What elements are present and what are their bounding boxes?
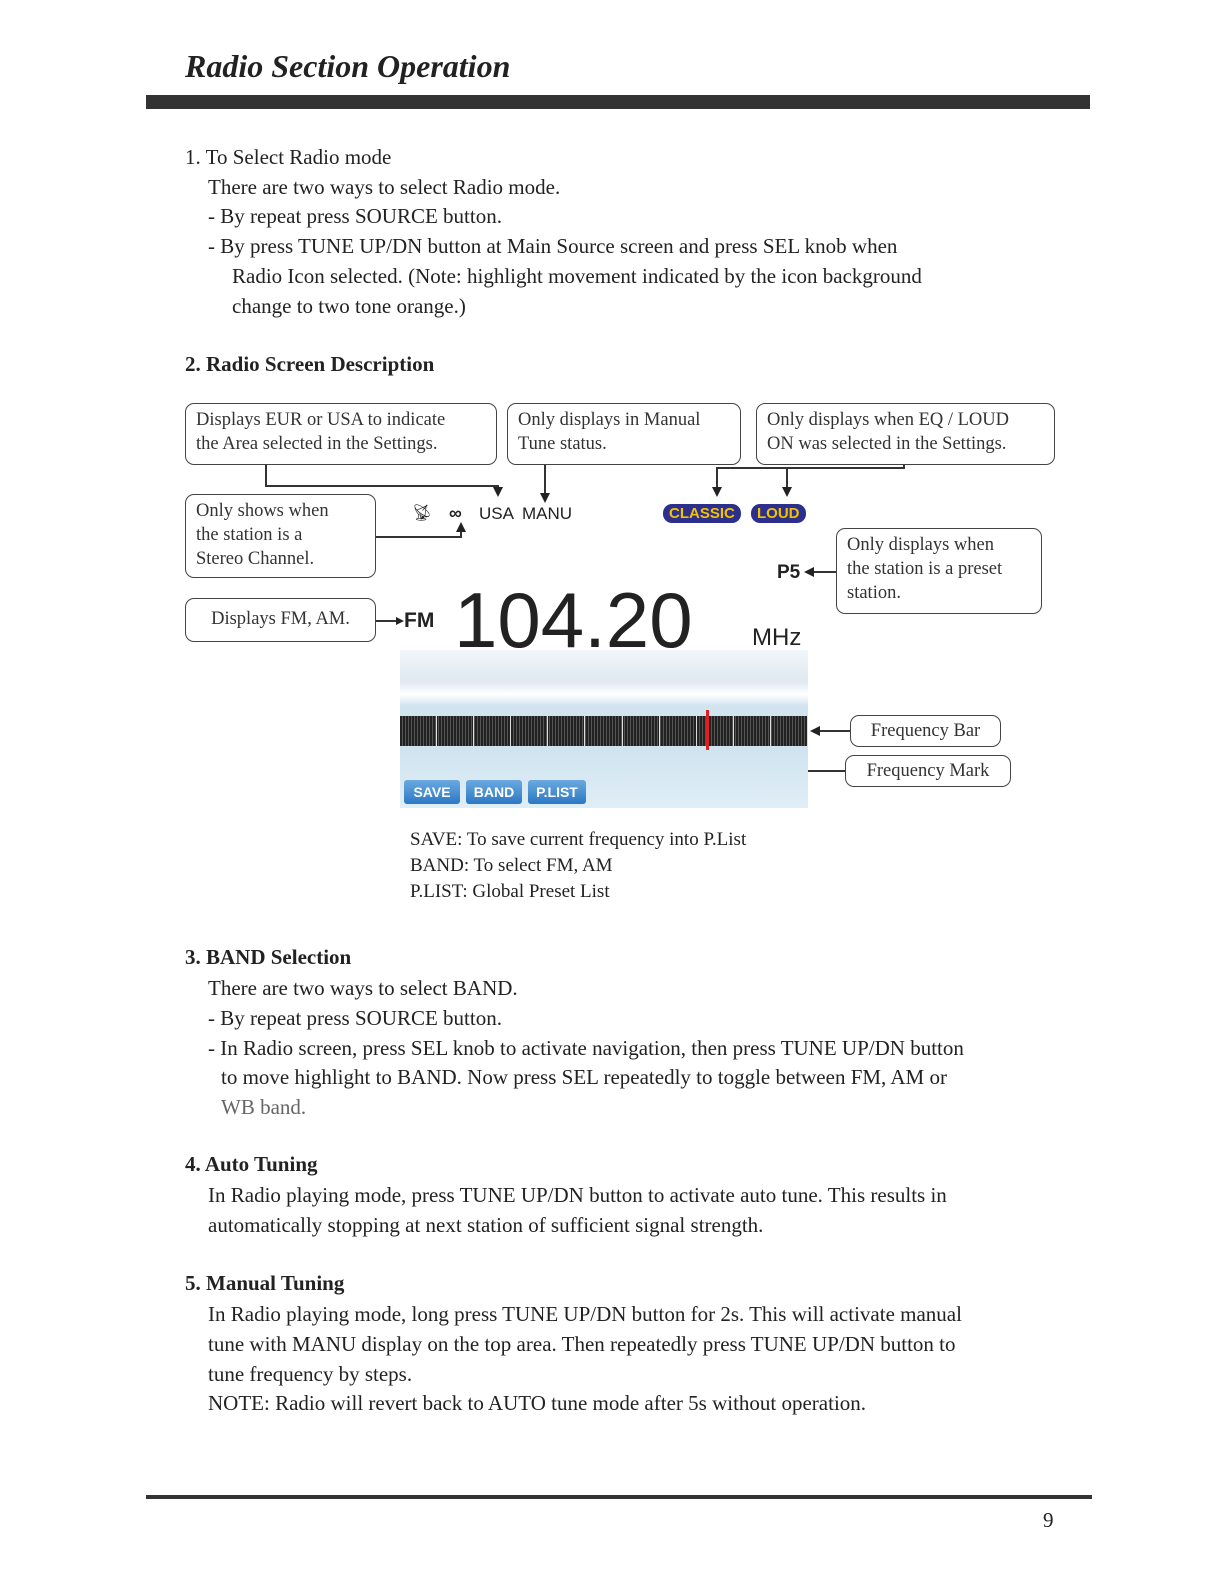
callout-text: Only displays in Manual xyxy=(518,410,701,430)
callout-eq xyxy=(756,403,1055,465)
callout-area xyxy=(185,403,497,465)
section3-line: - In Radio screen, press SEL knob to activate navigation, then press TUNE UP/DN button xyxy=(208,1036,964,1060)
section1-heading: 1. To Select Radio mode xyxy=(185,145,392,169)
section5-line: tune with MANU display on the top area. Then repeatedly press TUNE UP/DN button to xyxy=(208,1332,956,1356)
unit-label: MHz xyxy=(752,624,802,651)
section4-line: In Radio playing mode, press TUNE UP/DN button to activate auto tune. This results in xyxy=(208,1183,947,1207)
connector xyxy=(786,467,788,487)
header-rule xyxy=(146,95,1090,109)
page-number: 9 xyxy=(1043,1508,1054,1532)
section2-heading: 2. Radio Screen Description xyxy=(185,352,435,376)
callout-text: the station is a preset xyxy=(847,559,1003,579)
section4-heading: 4. Auto Tuning xyxy=(185,1152,318,1176)
callout-text: Only displays when EQ / LOUD xyxy=(767,410,1010,430)
band-indicator: FM xyxy=(404,609,435,632)
section1-line: - By press TUNE UP/DN button at Main Source screen and press SEL knob when xyxy=(208,234,898,258)
callout-text: Frequency Mark xyxy=(866,761,990,781)
stereo-icon: ∞ xyxy=(449,503,462,523)
loud-badge: LOUD xyxy=(751,504,806,523)
callout-stereo xyxy=(185,494,376,578)
connector xyxy=(376,620,396,622)
button-description: P.LIST: Global Preset List xyxy=(410,881,610,902)
callout-manual xyxy=(507,403,741,465)
section4-line: automatically stopping at next station of sufficient signal strength. xyxy=(208,1213,764,1237)
button-description: SAVE: To save current frequency into P.List xyxy=(410,829,747,850)
connector xyxy=(716,467,905,469)
arrow-down-icon xyxy=(712,487,722,497)
section1-line: change to two tone orange.) xyxy=(232,294,466,318)
footer-rule xyxy=(146,1495,1092,1499)
eq-badge: CLASSIC xyxy=(663,504,741,523)
callout-text: the station is a xyxy=(196,525,303,545)
band-button[interactable]: BAND xyxy=(466,780,522,804)
button-description: BAND: To select FM, AM xyxy=(410,855,613,876)
arrow-left-icon xyxy=(810,726,820,736)
antenna-icon: 📡︎ xyxy=(412,505,433,522)
section3-line: - By repeat press SOURCE button. xyxy=(208,1006,502,1030)
callout-text: Tune status. xyxy=(518,434,607,454)
section5-line: NOTE: Radio will revert back to AUTO tune mode after 5s without operation. xyxy=(208,1391,867,1415)
arrow-down-icon xyxy=(540,493,550,503)
section3-heading: 3. BAND Selection xyxy=(185,945,352,969)
callout-text: Only displays when xyxy=(847,535,994,555)
callout-text: Frequency Bar xyxy=(870,721,981,741)
arrow-right-icon xyxy=(396,617,404,625)
callout-text: Displays EUR or USA to indicate xyxy=(196,410,446,430)
save-button[interactable]: SAVE xyxy=(404,780,460,804)
connector xyxy=(812,571,836,573)
section5-heading: 5. Manual Tuning xyxy=(185,1271,345,1295)
connector xyxy=(376,536,462,538)
connector xyxy=(818,730,850,732)
section3-line: WB band. xyxy=(221,1095,307,1119)
section3-line: to move highlight to BAND. Now press SEL repeatedly to toggle between FM, AM or xyxy=(221,1065,947,1089)
frequency-display: 104.20 xyxy=(454,576,693,664)
section5-line: In Radio playing mode, long press TUNE UP/DN button for 2s. This will activate manual xyxy=(208,1302,962,1326)
arrow-down-icon xyxy=(782,487,792,497)
connector xyxy=(544,465,546,495)
section1-line: There are two ways to select Radio mode. xyxy=(208,175,561,199)
callout-freq-mark xyxy=(845,755,1011,787)
arrow-left-icon xyxy=(804,567,814,577)
section1-line: - By repeat press SOURCE button. xyxy=(208,204,502,228)
plist-button[interactable]: P.LIST xyxy=(528,780,586,804)
callout-text: Only shows when xyxy=(196,501,329,521)
callout-band xyxy=(185,598,376,642)
preset-indicator: P5 xyxy=(777,562,801,583)
connector xyxy=(265,485,499,487)
page-title: Radio Section Operation xyxy=(185,48,511,84)
callout-text: station. xyxy=(847,583,901,603)
arrow-down-icon xyxy=(493,487,503,497)
connector xyxy=(265,465,267,487)
section3-line: There are two ways to select BAND. xyxy=(208,976,518,1000)
section5-line: tune frequency by steps. xyxy=(208,1362,413,1386)
connector xyxy=(716,467,718,487)
tune-mode-indicator: MANU xyxy=(522,504,573,523)
callout-text: ON was selected in the Settings. xyxy=(767,434,1007,454)
callout-preset xyxy=(836,528,1042,614)
frequency-bar[interactable] xyxy=(400,716,808,746)
callout-text: the Area selected in the Settings. xyxy=(196,434,438,454)
callout-text: Stereo Channel. xyxy=(196,549,315,569)
section1-line: Radio Icon selected. (Note: highlight movement indicated by the icon background xyxy=(232,264,922,288)
callout-text: Displays FM, AM. xyxy=(211,609,350,629)
area-indicator: USA xyxy=(479,504,514,523)
callout-freq-bar xyxy=(850,715,1001,747)
frequency-mark[interactable] xyxy=(706,710,709,750)
